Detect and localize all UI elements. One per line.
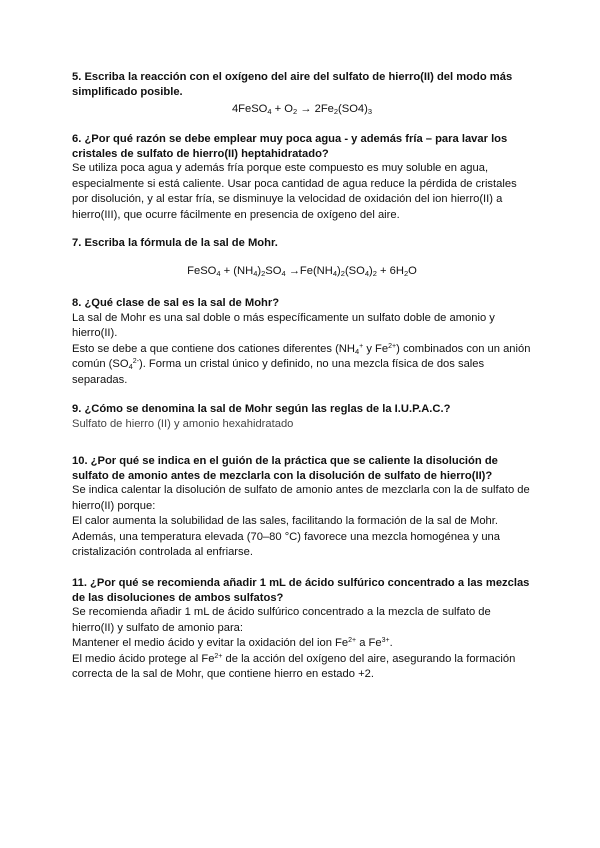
question-7 [72,236,532,277]
question-11-answer-line-1: Se recomienda añadir 1 mL de ácido sulfúrico concentrado a la mezcla de sulfato de hierro(II) y sulfato de amonio para: [72,606,491,634]
question-8-title: 8. ¿Qué clase de sal es la sal de Mohr? [72,297,280,309]
question-8-answer-line-1: La sal de Mohr es una sal doble o más específicamente un sulfato doble de amonio y hierro(II). [72,311,495,339]
question-6-answer: Se utiliza poca agua y además fría porque este compuesto es muy soluble en agua, especialmente si está caliente. Usar poca cantidad de agua reduce la pérdida de cristales por disolución, y al estar fría, se disminuye la velocidad de oxidación del ion hierro(II) a hierro(III), que ocurre fácilmente en presencia de oxígeno del aire. [72,162,517,221]
question-10-answer-line-2: El calor aumenta la solubilidad de las sales, facilitando la formación de la sal de Mohr. Además, una temperatura elevada (70–80 °C) favorece una mezcla homogénea y una cristalización controlada al enfriarse. [72,515,500,558]
question-10-answer-line-1: Se indica calentar la disolución de sulfato de amonio antes de mezclarla con la de sulfato de hierro(II) porque: [72,484,530,512]
question-5 [72,70,532,115]
question-6 [72,132,532,223]
question-5-title: 5. Escriba la reacción con el oxígeno del aire del sulfato de hierro(II) del modo más simplificado posible. [72,71,513,98]
question-10 [72,454,532,561]
question-5-equation: 4FeSO$_4$ + $O_2 \to 2Fe_2(SO4)_3$ [231,103,373,116]
question-11-answer-line-2: Mantener el medio ácido y evitar la oxidación del ion $Fe^{2+}$ a $Fe^{3+}$. [72,637,393,649]
question-10-title: 10. ¿Por qué se indica en el guión de la práctica que se caliente la disolución de sulfato de amonio antes de mezclarla con la disolución de sulfato de hierro(II)? [72,455,498,482]
question-9 [72,402,532,432]
question-11-answer-line-3: El medio ácido protege al $Fe^{2+}$ de la acción del oxígeno del aire, asegurando la formación correcta de la sal de Mohr, que contiene hierro en estado +2. [72,652,516,680]
question-11 [72,576,532,683]
question-8-answer-line-2: Esto se debe a que contiene dos cationes diferentes ($NH_4^+$ y $Fe^{2+}$) combinados con un anión común $(SO_4^{2-})$. Forma un cristal único y definido, no una mezcla física de dos sales separadas. [72,342,531,386]
question-6-title: 6. ¿Por qué razón se debe emplear muy poca agua - y además fría – para lavar los cristales de sulfato de hierro(II) heptahidratado? [72,133,508,160]
question-7-title: 7. Escriba la fórmula de la sal de Mohr. [72,237,278,249]
question-7-equation: FeSO$_4$ + $(NH_4)_2SO_4 \to Fe(NH_4)_2(SO_4)_2 + 6H_2O$ [187,264,417,278]
question-11-title: 11. ¿Por qué se recomienda añadir 1 mL de ácido sulfúrico concentrado a las mezclas de las disoluciones de ambos sulfatos? [72,577,530,604]
question-9-title: 9. ¿Cómo se denomina la sal de Mohr según las reglas de la I.U.P.A.C.? [72,403,451,415]
question-9-answer: Sulfato de hierro (II) y amonio hexahidratado [72,417,294,430]
question-8 [72,296,532,388]
